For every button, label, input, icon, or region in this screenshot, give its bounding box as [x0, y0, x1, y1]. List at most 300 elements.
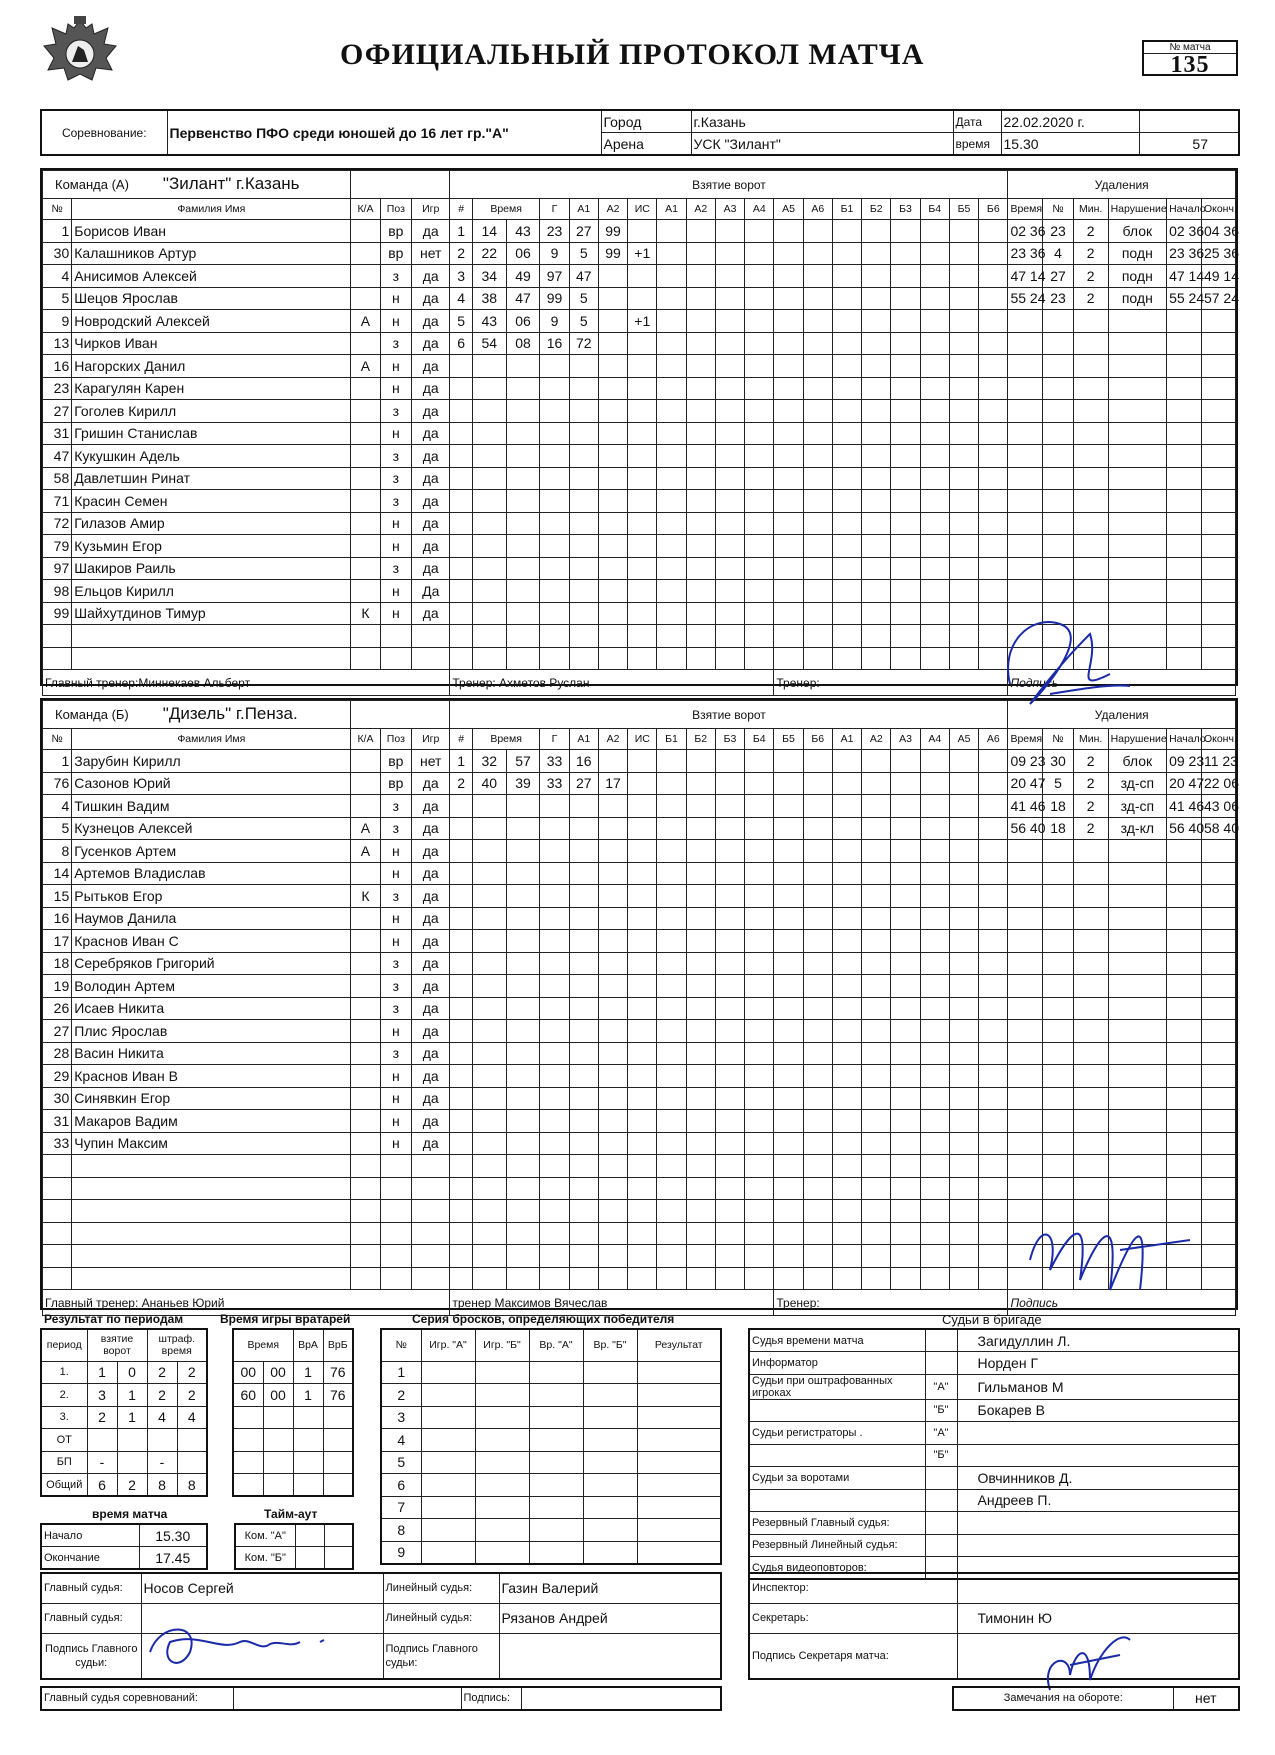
match-number-box — [1142, 40, 1238, 76]
team-b-name: "Дизель" г.Пенза. — [162, 704, 298, 723]
competition-label: Соревнование: — [41, 110, 167, 155]
team-b-goal-cell — [506, 840, 540, 863]
team-a-goal-cell — [450, 512, 473, 535]
team-a-goal-empty — [832, 647, 861, 670]
periods-cell: 8 — [147, 1474, 177, 1497]
officials-label: Судьи при оштрафованных игроках — [749, 1374, 925, 1399]
team-b-goal-empty — [920, 930, 949, 953]
officials-label: Резервный Главный судья: — [749, 1512, 925, 1535]
team-b-goal-cell — [598, 750, 627, 773]
periods-header: период — [41, 1329, 87, 1361]
team-a-goal-cell — [540, 400, 569, 423]
team-b-penalty-cell — [1167, 1042, 1202, 1065]
team-b-penalty-cell — [1043, 975, 1073, 998]
timeout-title: Тайм-аут — [264, 1507, 318, 1521]
team-b-player-cell — [380, 1177, 412, 1200]
shootout-number: 7 — [381, 1496, 421, 1519]
team-a-goal-empty — [920, 467, 949, 490]
team-b-goal-cell — [628, 795, 657, 818]
team-a-goal-cell: 22 — [472, 242, 506, 265]
team-a-goal-empty — [979, 467, 1008, 490]
team-b-col-header: Фамилия Имя — [72, 729, 351, 750]
team-a-penalty-cell: 04 36 — [1201, 220, 1235, 243]
team-b-goal-empty — [862, 1155, 891, 1178]
team-a-goal-cell: 97 — [540, 265, 569, 288]
team-b-penalty-cell: 58 40 — [1201, 817, 1235, 840]
team-b-goal-cell — [472, 1087, 506, 1110]
team-b-goal-empty — [803, 750, 832, 773]
team-b-goal-cell: 40 — [472, 772, 506, 795]
team-a-goal-cell — [506, 580, 540, 603]
team-b-player-cell: 18 — [43, 952, 72, 975]
team-a-goal-cell — [569, 602, 598, 625]
team-b-player-cell: н — [380, 1087, 412, 1110]
team-b-goal-cell — [628, 862, 657, 885]
team-b-goal-empty — [803, 1200, 832, 1223]
team-b-goal-empty — [979, 975, 1008, 998]
shootout-header: Вр. "А" — [529, 1329, 583, 1361]
team-b-penalty-cell — [1108, 862, 1167, 885]
team-b-goal-empty — [832, 1065, 861, 1088]
team-b-goal-empty — [745, 997, 774, 1020]
team-b-goal-cell — [598, 1177, 627, 1200]
team-a-penalty-cell — [1073, 445, 1108, 468]
team-b-goal-empty — [774, 930, 803, 953]
team-b-goal-cell: 39 — [506, 772, 540, 795]
team-b-goal-cell — [450, 1245, 473, 1268]
team-a-penalty-cell — [1008, 535, 1043, 558]
team-a-player-cell — [351, 535, 380, 558]
team-b-col-header: А5 — [949, 729, 978, 750]
team-a-penalty-cell — [1201, 602, 1235, 625]
team-b-penalty-cell — [1043, 1132, 1073, 1155]
team-a-goal-empty — [832, 445, 861, 468]
team-a-goal-empty — [774, 557, 803, 580]
team-a-goal-cell — [598, 377, 627, 400]
team-b-col-header: № — [1043, 729, 1073, 750]
team-b-player-cell: Наумов Данила — [72, 907, 351, 930]
team-a-goal-empty — [949, 602, 978, 625]
team-a-goal-cell — [540, 625, 569, 648]
team-b-player-cell: 8 — [43, 840, 72, 863]
officials-label — [749, 1489, 925, 1512]
team-a-goal-cell: 5 — [569, 310, 598, 333]
team-a-goal-cell — [472, 467, 506, 490]
team-b-penalty-cell: 18 — [1043, 795, 1073, 818]
team-a-player-cell — [351, 557, 380, 580]
team-b-goal-cell — [450, 952, 473, 975]
team-a-goal-cell — [506, 647, 540, 670]
team-b-goal-cell — [598, 840, 627, 863]
team-a-goal-empty — [949, 490, 978, 513]
team-a-goal-cell — [598, 355, 627, 378]
periods-cell: 1 — [117, 1406, 147, 1429]
team-b-goal-empty — [832, 1245, 861, 1268]
officials-sub: "А" — [925, 1422, 957, 1445]
team-b-goal-cell — [628, 1087, 657, 1110]
shootout-cell — [583, 1496, 637, 1519]
officials-label — [749, 1444, 925, 1467]
team-b-goal-empty — [862, 975, 891, 998]
team-b-goal-empty — [774, 840, 803, 863]
officials-sub: "Б" — [925, 1399, 957, 1422]
team-b-goal-empty — [715, 1110, 744, 1133]
team-a-goal-empty — [891, 535, 920, 558]
officials-row — [749, 1489, 1239, 1512]
shootout-cell — [529, 1541, 583, 1564]
team-a-goal-cell — [472, 355, 506, 378]
team-b-goal-empty — [803, 952, 832, 975]
team-a-goal-empty — [774, 287, 803, 310]
team-b-goal-empty — [686, 1042, 715, 1065]
team-b-penalty-cell — [1201, 1087, 1235, 1110]
main-referee2-signature-label: Подпись Главного судьи: — [383, 1633, 499, 1679]
team-b-goal-empty — [949, 975, 978, 998]
team-b-player-cell: Краснов Иван В — [72, 1065, 351, 1088]
team-a-goal-empty — [979, 445, 1008, 468]
team-b-goal-empty — [920, 1200, 949, 1223]
team-b-goal-empty — [745, 952, 774, 975]
team-b-goal-empty — [891, 1200, 920, 1223]
team-b-penalty-cell — [1167, 930, 1202, 953]
team-b-goal-cell — [472, 930, 506, 953]
team-a-goal-empty — [979, 490, 1008, 513]
team-b-goal-cell — [472, 1155, 506, 1178]
team-b-penalty-cell — [1008, 1132, 1043, 1155]
team-b-goal-empty — [657, 1132, 686, 1155]
team-a-goal-empty — [774, 625, 803, 648]
team-b-col-header: Б6 — [803, 729, 832, 750]
team-b-goal-cell — [450, 885, 473, 908]
team-b-goal-empty — [803, 930, 832, 953]
team-a-player-cell: да — [412, 287, 450, 310]
team-a-goal-empty — [715, 377, 744, 400]
team-b-goal-empty — [686, 885, 715, 908]
team-b-goal-empty — [715, 862, 744, 885]
team-a-player-cell: 27 — [43, 400, 72, 423]
team-b-goal-cell — [450, 1065, 473, 1088]
team-b-penalty-cell — [1167, 997, 1202, 1020]
team-b-goal-cell — [506, 1042, 540, 1065]
team-b-goal-empty — [979, 930, 1008, 953]
team-a-penalty-cell: 47 14 — [1008, 265, 1043, 288]
team-a-penalty-cell — [1043, 580, 1073, 603]
team-b-goal-empty — [657, 1087, 686, 1110]
team-a-goal-cell — [569, 355, 598, 378]
shootout-cell — [529, 1361, 583, 1384]
team-b-col-header: А2 — [862, 729, 891, 750]
team-a-goal-cell: 99 — [598, 220, 627, 243]
team-a-penalty-cell — [1167, 377, 1202, 400]
main-referee2-label: Главный судья: — [41, 1603, 141, 1633]
team-b-goal-empty — [891, 1110, 920, 1133]
team-b-goal-cell — [540, 1132, 569, 1155]
team-a-player-cell: 72 — [43, 512, 72, 535]
team-b-goal-empty — [949, 1245, 978, 1268]
team-a-goal-cell — [628, 287, 657, 310]
team-a-penalty-cell — [1008, 467, 1043, 490]
shootout-number: 5 — [381, 1451, 421, 1474]
team-a-goal-empty — [774, 422, 803, 445]
team-a-penalty-cell: 57 24 — [1201, 287, 1235, 310]
periods-row — [41, 1451, 207, 1474]
line-referee-label: Линейный судья: — [383, 1573, 499, 1603]
team-a-goal-empty — [803, 242, 832, 265]
periods-row — [41, 1429, 207, 1452]
team-b-goal-cell — [628, 997, 657, 1020]
team-a-goal-empty — [715, 647, 744, 670]
team-a-player-cell: 9 — [43, 310, 72, 333]
team-b-goal-cell — [540, 1020, 569, 1043]
team-b-penalty-cell — [1043, 930, 1073, 953]
team-b-goal-empty — [803, 862, 832, 885]
shootout-cell — [529, 1429, 583, 1452]
team-b-penalty-cell — [1167, 975, 1202, 998]
team-b-goal-empty — [774, 750, 803, 773]
team-b-goal-empty — [686, 930, 715, 953]
team-b-goal-cell — [540, 997, 569, 1020]
team-b-goal-cell — [472, 795, 506, 818]
officials-title: Судьи в бригаде — [942, 1312, 1042, 1327]
officials-row — [749, 1422, 1239, 1445]
team-a-goal-cell: 47 — [569, 265, 598, 288]
team-b-goal-cell — [628, 1110, 657, 1133]
team-b-penalty-cell: 43 06 — [1201, 795, 1235, 818]
team-a-player-cell: 23 — [43, 377, 72, 400]
team-b-goal-empty — [979, 1110, 1008, 1133]
team-a-goal-empty — [715, 557, 744, 580]
team-b-penalty-cell — [1008, 1020, 1043, 1043]
team-a-player-cell: Шайхутдинов Тимур — [72, 602, 351, 625]
secretary-signature-label: Подпись Секретаря матча: — [749, 1633, 957, 1679]
periods-cell: БП — [41, 1451, 87, 1474]
team-a-goal-empty — [657, 445, 686, 468]
team-b-goal-empty — [862, 1222, 891, 1245]
team-a-goal-empty — [891, 602, 920, 625]
team-b-goal-empty — [979, 952, 1008, 975]
team-b-goal-cell — [472, 840, 506, 863]
team-b-row — [43, 907, 1236, 930]
team-a-goal-cell — [628, 557, 657, 580]
team-b-goal-empty — [686, 1020, 715, 1043]
team-b-penalty-cell: 30 — [1043, 750, 1073, 773]
team-b-col-header: Б1 — [657, 729, 686, 750]
team-b-goal-cell — [569, 997, 598, 1020]
team-a-goal-cell — [628, 265, 657, 288]
team-b-goal-empty — [979, 1222, 1008, 1245]
team-a-goal-empty — [832, 490, 861, 513]
team-b-goal-empty — [715, 1042, 744, 1065]
team-b-goal-empty — [920, 1020, 949, 1043]
team-b-goal-empty — [686, 1132, 715, 1155]
team-a-goal-empty — [832, 557, 861, 580]
team-a-goal-cell: 38 — [472, 287, 506, 310]
team-a-penalty-cell — [1108, 490, 1167, 513]
team-b-goal-cell — [569, 1222, 598, 1245]
team-a-goal-empty — [891, 467, 920, 490]
team-a-goal-empty — [803, 310, 832, 333]
team-b-goal-empty — [949, 952, 978, 975]
team-a-goal-empty — [774, 265, 803, 288]
team-b-penalty-cell — [1108, 840, 1167, 863]
team-b-goal-cell: 33 — [540, 772, 569, 795]
team-b-goal-empty — [979, 1065, 1008, 1088]
team-a-goal-cell — [598, 332, 627, 355]
team-b-player-cell: 19 — [43, 975, 72, 998]
periods-cell — [117, 1451, 147, 1474]
team-a-player-cell: 5 — [43, 287, 72, 310]
team-a-goal-empty — [949, 242, 978, 265]
team-b-goal-empty — [862, 1177, 891, 1200]
team-b-goal-empty — [862, 750, 891, 773]
team-b-goal-empty — [715, 840, 744, 863]
team-a-player-cell — [351, 422, 380, 445]
team-a-goal-cell — [450, 467, 473, 490]
team-b-row — [43, 772, 1236, 795]
team-a-penalty-cell — [1108, 400, 1167, 423]
team-a-goal-empty — [920, 310, 949, 333]
periods-cell — [147, 1429, 177, 1452]
goalies-cell: 00 — [233, 1361, 263, 1384]
team-a-goal-empty — [920, 287, 949, 310]
competition-info — [40, 109, 1240, 156]
team-b-goal-cell — [450, 1267, 473, 1290]
team-a-penalty-cell — [1008, 580, 1043, 603]
periods-cell: 2 — [117, 1474, 147, 1497]
team-a-player-cell: з — [380, 400, 412, 423]
team-b-player-cell: А — [351, 817, 380, 840]
shootout-number: 1 — [381, 1361, 421, 1384]
team-a-penalty-cell — [1201, 647, 1235, 670]
team-a-goal-empty — [686, 490, 715, 513]
team-a-player-cell: Кукушкин Адель — [72, 445, 351, 468]
team-a-col-header: А4 — [745, 199, 774, 220]
team-a-penalty-cell: 2 — [1073, 220, 1108, 243]
team-a-goal-empty — [920, 377, 949, 400]
team-a-goal-empty — [949, 310, 978, 333]
team-a-goal-cell — [598, 445, 627, 468]
team-a-player-cell: Шецов Ярослав — [72, 287, 351, 310]
shootout-number: 2 — [381, 1384, 421, 1407]
team-a-goal-cell — [540, 467, 569, 490]
periods-cell: 1 — [87, 1361, 117, 1384]
team-a-penalty-cell: 2 — [1073, 287, 1108, 310]
team-b-goal-cell — [506, 907, 540, 930]
shootout-cell — [475, 1541, 529, 1564]
team-a-player-cell: Красин Семен — [72, 490, 351, 513]
team-b-goal-empty — [745, 1222, 774, 1245]
team-b-goal-empty — [803, 1155, 832, 1178]
team-a-goal-cell — [540, 580, 569, 603]
team-b-player-cell — [380, 1200, 412, 1223]
team-b-goal-empty — [715, 1155, 744, 1178]
shootout-cell — [529, 1474, 583, 1497]
team-b-penalty-cell — [1073, 952, 1108, 975]
team-a-goal-empty — [715, 332, 744, 355]
team-a-penalty-cell — [1201, 400, 1235, 423]
team-b-goal-empty — [920, 1267, 949, 1290]
team-b-player-cell — [43, 1155, 72, 1178]
team-a-player-cell: Гоголев Кирилл — [72, 400, 351, 423]
team-b-penalty-cell — [1043, 1065, 1073, 1088]
team-b-goal-cell — [472, 907, 506, 930]
team-a-col-header: Игр — [412, 199, 450, 220]
team-b-goal-empty — [657, 885, 686, 908]
team-a-goal-empty — [715, 445, 744, 468]
team-a-goal-empty — [686, 647, 715, 670]
team-b-goal-empty — [774, 1222, 803, 1245]
shootout-cell — [637, 1519, 721, 1542]
team-a-goal-cell: 5 — [569, 287, 598, 310]
team-a-goal-empty — [891, 332, 920, 355]
team-a-goal-empty — [715, 467, 744, 490]
team-b-goal-empty — [745, 1177, 774, 1200]
team-b-row — [43, 1042, 1236, 1065]
team-b-goal-cell — [450, 817, 473, 840]
team-b-goal-empty — [686, 1200, 715, 1223]
team-b-goal-empty — [803, 975, 832, 998]
team-a-penalty-cell — [1043, 400, 1073, 423]
team-b-penalty-cell — [1167, 840, 1202, 863]
team-b-penalty-cell — [1108, 1110, 1167, 1133]
team-a-penalty-cell — [1167, 467, 1202, 490]
team-a-player-cell: да — [412, 400, 450, 423]
team-a-goal-empty — [715, 400, 744, 423]
team-b-goal-empty — [657, 1200, 686, 1223]
team-b-goal-empty — [774, 1155, 803, 1178]
team-a-player-cell: Анисимов Алексей — [72, 265, 351, 288]
team-b-player-cell: Серебряков Григорий — [72, 952, 351, 975]
team-b-player-cell: з — [380, 817, 412, 840]
team-b-penalty-cell — [1201, 885, 1235, 908]
shootout-cell — [421, 1429, 475, 1452]
team-b-penalty-cell — [1167, 862, 1202, 885]
team-a-goal-cell — [506, 602, 540, 625]
team-b-goal-empty — [832, 1155, 861, 1178]
team-b-goal-empty — [920, 840, 949, 863]
team-b-goal-cell — [506, 885, 540, 908]
team-b-penalty-cell — [1108, 952, 1167, 975]
shootout-cell — [475, 1474, 529, 1497]
team-a-goal-empty — [979, 512, 1008, 535]
team-a-goal-cell — [472, 625, 506, 648]
team-a-goal-empty — [657, 467, 686, 490]
team-b-goal-cell — [540, 907, 569, 930]
team-b-row — [43, 1110, 1236, 1133]
team-a-col-header: Б5 — [949, 199, 978, 220]
team-b-goal-empty — [803, 997, 832, 1020]
team-b-goal-cell — [472, 1177, 506, 1200]
team-b-goal-cell — [540, 885, 569, 908]
team-b-col-header: Б5 — [774, 729, 803, 750]
team-b-goal-empty — [862, 907, 891, 930]
shootout-row — [381, 1496, 721, 1519]
team-b-player-cell — [351, 1245, 380, 1268]
team-a-penalty-cell: 49 14 — [1201, 265, 1235, 288]
team-a-col-header: Мин. — [1073, 199, 1108, 220]
team-b-penalty-cell — [1201, 1177, 1235, 1200]
team-b-goal-empty — [774, 907, 803, 930]
team-b-goal-empty — [774, 862, 803, 885]
team-a-penalty-cell — [1108, 355, 1167, 378]
team-a-goal-empty — [832, 355, 861, 378]
team-a-player-cell: да — [412, 332, 450, 355]
shootout-cell — [583, 1541, 637, 1564]
team-a-goal-empty — [979, 355, 1008, 378]
team-a-goal-empty — [891, 512, 920, 535]
team-a-goal-cell: 16 — [540, 332, 569, 355]
team-a-goal-cell — [540, 602, 569, 625]
